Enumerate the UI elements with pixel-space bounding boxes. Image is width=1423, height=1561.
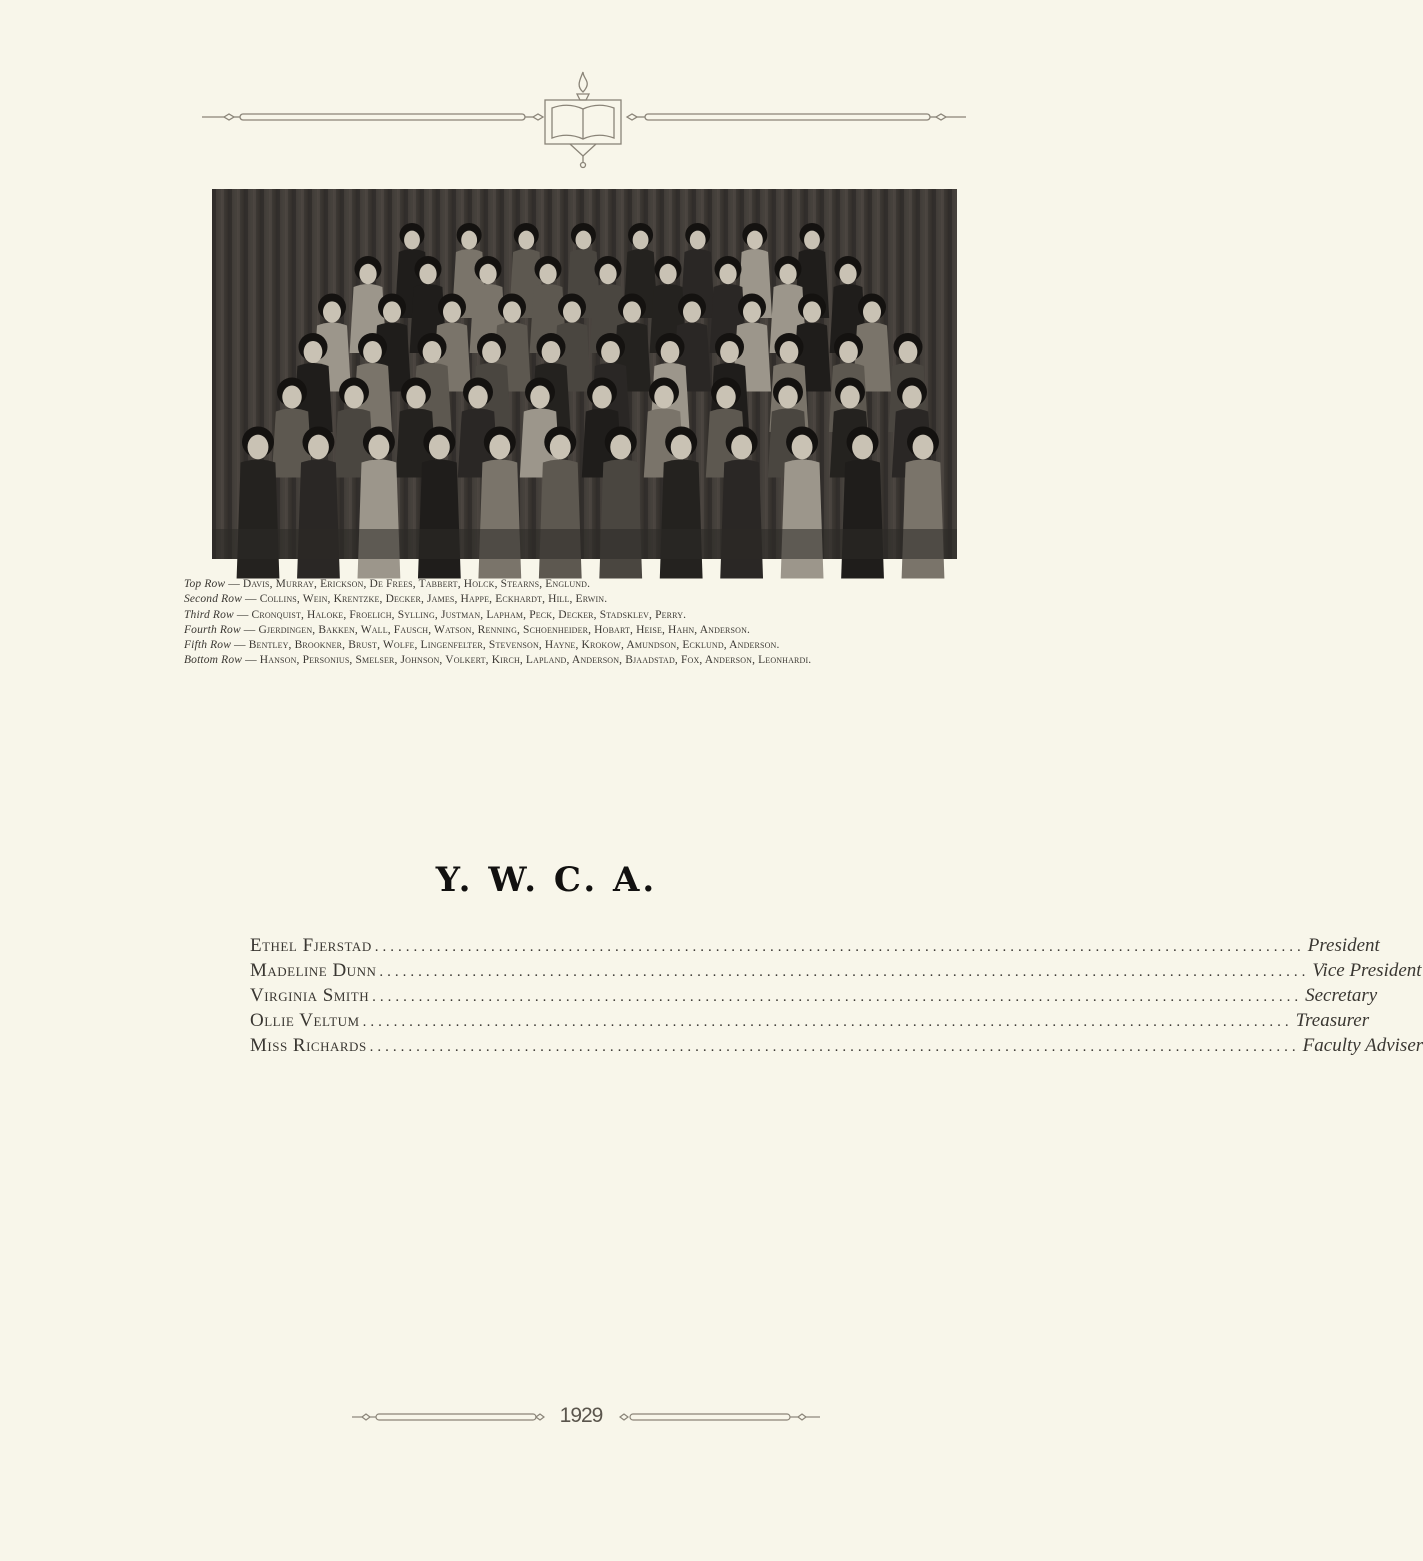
figure-face [661, 341, 680, 363]
figure-face [468, 386, 487, 409]
dot-leader: ........................................................................................................................ [369, 1039, 1300, 1055]
caption-fourth-row: Fourth Row — Gjerdingen, Bakken, Wall, Fausch, Watson, Renning, Schoenheider, Hobart, Heise, Hahn, Anderson. [184, 623, 751, 636]
figure-face [852, 435, 873, 460]
figure-body [660, 460, 703, 579]
figure-face [423, 341, 442, 363]
figure-face [539, 264, 556, 284]
officer-role: Faculty Adviser [1302, 1035, 1423, 1056]
figure-face [563, 301, 581, 322]
figure-face [576, 231, 592, 250]
figure-face [840, 386, 859, 409]
group-photo-image [212, 189, 957, 559]
figure-face [304, 341, 323, 363]
figure-face [542, 341, 561, 363]
figure-face [671, 435, 692, 460]
figure-face [363, 341, 382, 363]
officer-name: Miss Richards [250, 1035, 367, 1056]
figure-body [237, 460, 280, 579]
figure-body [902, 460, 945, 579]
officer-row [250, 1035, 1423, 1060]
book-torch-ornament [200, 68, 970, 170]
officer-name: Madeline Dunn [250, 960, 377, 981]
figure-face [489, 435, 510, 460]
officer-role: Secretary [1305, 985, 1378, 1006]
figure-face [780, 341, 799, 363]
year-label: 1929 [559, 1404, 603, 1427]
figure-face [461, 231, 477, 250]
dot-leader: ........................................................................................................................ [372, 989, 1303, 1005]
figure-face [479, 264, 496, 284]
figure-face [633, 231, 649, 250]
figure-body [358, 460, 401, 579]
figure-face [902, 386, 921, 409]
dot-leader: ........................................................................................................................ [379, 964, 1310, 980]
figure-face [368, 435, 389, 460]
figure-body [418, 460, 461, 579]
figure-body [297, 460, 340, 579]
figure-face [530, 386, 549, 409]
figure-face [683, 301, 701, 322]
figure-face [344, 386, 363, 409]
figure-face [599, 264, 616, 284]
figure-face [308, 435, 329, 460]
figure-face [913, 435, 934, 460]
figure-face [282, 386, 301, 409]
figure-face [778, 386, 797, 409]
figure-face [359, 264, 376, 284]
figure-face [419, 264, 436, 284]
figure-face [623, 301, 641, 322]
figure-body [720, 460, 763, 579]
figure-body [599, 460, 642, 579]
figure-face [610, 435, 631, 460]
figure-face [899, 341, 918, 363]
officer-role: Vice President [1312, 960, 1422, 981]
figure-face [592, 386, 611, 409]
figure-body [781, 460, 824, 579]
figure-face [804, 231, 820, 250]
figure-face [863, 301, 881, 322]
figure-face [720, 341, 739, 363]
officer-row [250, 985, 1378, 1010]
figure-face [248, 435, 269, 460]
caption-third-row: Third Row — Cronquist, Haloke, Froelich, Sylling, Justman, Lapham, Peck, Decker, Stadsklev, Perry. [184, 608, 687, 621]
figure-face [503, 301, 521, 322]
figure-face [743, 301, 761, 322]
officer-name: Ollie Veltum [250, 1010, 360, 1031]
figure-face [323, 301, 341, 322]
officer-row [250, 935, 1380, 960]
figure-body [841, 460, 884, 579]
officer-row [250, 1010, 1370, 1035]
dot-leader: ........................................................................................................................ [362, 1014, 1293, 1030]
officer-role: Treasurer [1295, 1010, 1370, 1031]
caption-bottom-row: Bottom Row — Hanson, Personius, Smelser, Johnson, Volkert, Kirch, Lapland, Anderson, Bjaadstad, Fox, Anderson, Leonhardi. [184, 654, 812, 667]
caption-fifth-row: Fifth Row — Bentley, Brookner, Brust, Wolfe, Lingenfelter, Stevenson, Hayne, Krokow, Amundson, Ecklund, Anderson. [184, 639, 780, 652]
figure-face [406, 386, 425, 409]
page-title: Y. W. C. A. [435, 860, 658, 900]
figure-face [690, 231, 706, 250]
figure-body [539, 460, 582, 579]
figure-face [747, 231, 763, 250]
figure-face [719, 264, 736, 284]
officer-name: Ethel Fjerstad [250, 935, 372, 956]
caption-second-row: Second Row — Collins, Wein, Krentzke, Decker, James, Happe, Eckhardt, Hill, Erwin. [184, 593, 608, 606]
figure-face [716, 386, 735, 409]
figure-face [429, 435, 450, 460]
figure-face [839, 341, 858, 363]
figure-face [659, 264, 676, 284]
figure-face [792, 435, 813, 460]
figure-face [779, 264, 796, 284]
figure-face [601, 341, 620, 363]
figure-face [803, 301, 821, 322]
officer-role: President [1307, 935, 1380, 956]
figure-face [550, 435, 571, 460]
figure-face [383, 301, 401, 322]
officer-name: Virginia Smith [250, 985, 370, 1006]
figure-face [731, 435, 752, 460]
officer-list [250, 935, 1423, 1060]
figure-face [443, 301, 461, 322]
photo-captions [184, 577, 996, 669]
group-photo [212, 189, 957, 559]
officer-row [250, 960, 1422, 985]
figure-face [518, 231, 534, 250]
figure-face [404, 231, 420, 250]
figure-face [839, 264, 856, 284]
figure-face [654, 386, 673, 409]
dot-leader: ........................................................................................................................ [374, 939, 1305, 955]
caption-top-row: Top Row — Davis, Murray, Erickson, De Frees, Tabbert, Holck, Stearns, Englund. [184, 578, 591, 590]
figure-face [482, 341, 501, 363]
figure-body [478, 460, 521, 579]
